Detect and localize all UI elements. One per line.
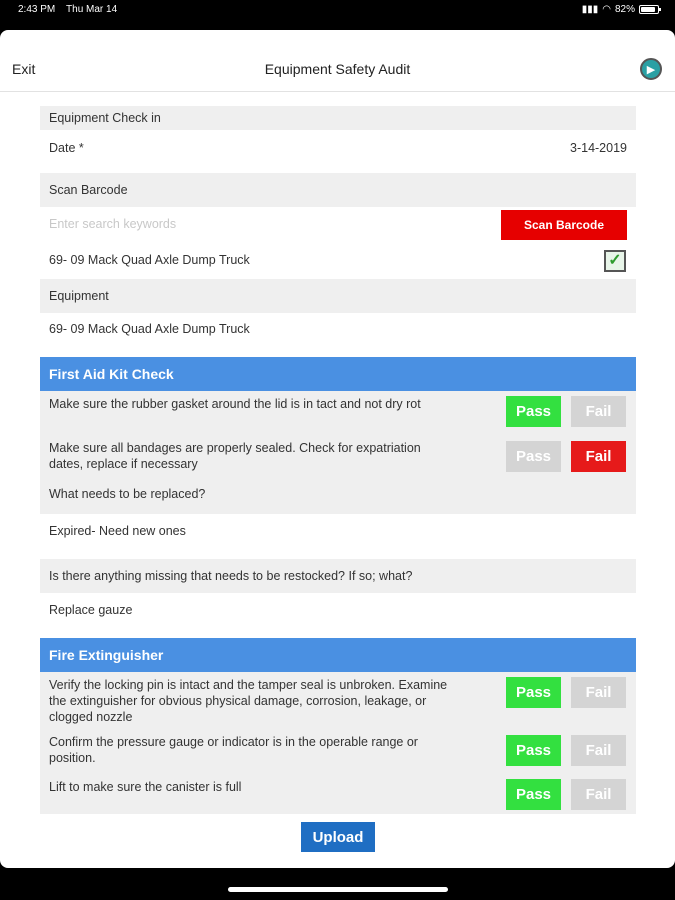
status-time: 2:43 PM [18, 4, 56, 15]
search-input[interactable]: Enter search keywords [49, 217, 177, 231]
question-text: Is there anything missing that needs to be restocked? If so; what? [49, 569, 413, 583]
scan-barcode-header [40, 173, 636, 207]
home-indicator [228, 887, 448, 892]
pass-button[interactable]: Pass [506, 779, 561, 810]
missing-question-row [40, 559, 636, 593]
fail-button[interactable]: Fail [571, 396, 626, 427]
replace-answer-row[interactable] [40, 514, 636, 559]
answer-text[interactable]: Expired- Need new ones [49, 524, 186, 538]
scan-barcode-label: Scan Barcode [49, 183, 128, 197]
section-label: Equipment Check in [49, 111, 161, 125]
fail-button[interactable]: Fail [571, 735, 626, 766]
fail-button[interactable]: Fail [571, 441, 626, 472]
question-text: Confirm the pressure gauge or indicator is in the operable range or position. [49, 735, 418, 765]
status-bar [0, 0, 675, 20]
equipment-header [40, 279, 636, 313]
pass-button[interactable]: Pass [506, 735, 561, 766]
equipment-row[interactable] [40, 313, 636, 357]
chevron-right-circle-icon[interactable]: ▶ [640, 58, 662, 80]
question-text: Verify the locking pin is intact and the tamper seal is unbroken. Examine the extinguisher for obvious physical damage, corrosion, leakage, or clogged nozzle [49, 678, 448, 724]
question-text: Lift to make sure the canister is full [49, 780, 242, 794]
equipment-label: Equipment [49, 289, 109, 303]
fire-q2 [40, 727, 636, 771]
answer-text[interactable]: Replace gauze [49, 603, 133, 617]
first-aid-section [40, 357, 636, 635]
wifi-icon: ◠ [602, 4, 611, 15]
missing-answer-row[interactable] [40, 593, 636, 635]
pass-button[interactable]: Pass [506, 677, 561, 708]
audit-form [40, 76, 636, 336]
battery-percent: 82% [614, 4, 635, 15]
question-text: Make sure the rubber gasket around the lid is in tact and not dry rot [49, 397, 421, 411]
equipment-value: 69- 09 Mack Quad Axle Dump Truck [49, 322, 250, 336]
date-label: Date * [49, 141, 84, 155]
scan-result-row[interactable] [40, 245, 636, 279]
checkmark-icon[interactable]: ✓ [604, 250, 626, 272]
first-aid-header: First Aid Kit Check [40, 357, 636, 391]
fire-extinguisher-header: Fire Extinguisher [40, 638, 636, 672]
pass-button[interactable]: Pass [506, 441, 561, 472]
question-text: What needs to be replaced? [49, 487, 206, 501]
date-value[interactable]: 3-14-2019 [570, 141, 627, 155]
section-equipment-check-in [40, 106, 636, 130]
fire-q1 [40, 672, 636, 727]
fire-q3 [40, 771, 636, 814]
fail-button[interactable]: Fail [571, 779, 626, 810]
first-aid-q1 [40, 391, 636, 435]
cellular-signal-icon: ▮▮▮ [581, 4, 599, 15]
question-text: Make sure all bandages are properly sealed. Check for expatriation dates, replace if necessary [49, 441, 421, 471]
pass-button[interactable]: Pass [506, 396, 561, 427]
first-aid-q2 [40, 435, 636, 477]
fire-extinguisher-section [40, 638, 636, 814]
replace-question-row [40, 477, 636, 514]
exit-button[interactable]: Exit [12, 61, 36, 77]
status-date: Thu Mar 14 [66, 4, 118, 15]
scan-barcode-button[interactable]: Scan Barcode [501, 210, 627, 240]
page-title: Equipment Safety Audit [264, 61, 411, 77]
search-row [40, 207, 636, 245]
fail-button[interactable]: Fail [571, 677, 626, 708]
date-row[interactable] [40, 130, 636, 173]
upload-button[interactable]: Upload [301, 822, 375, 852]
battery-icon [639, 5, 659, 14]
scan-result-text: 69- 09 Mack Quad Axle Dump Truck [49, 253, 250, 267]
